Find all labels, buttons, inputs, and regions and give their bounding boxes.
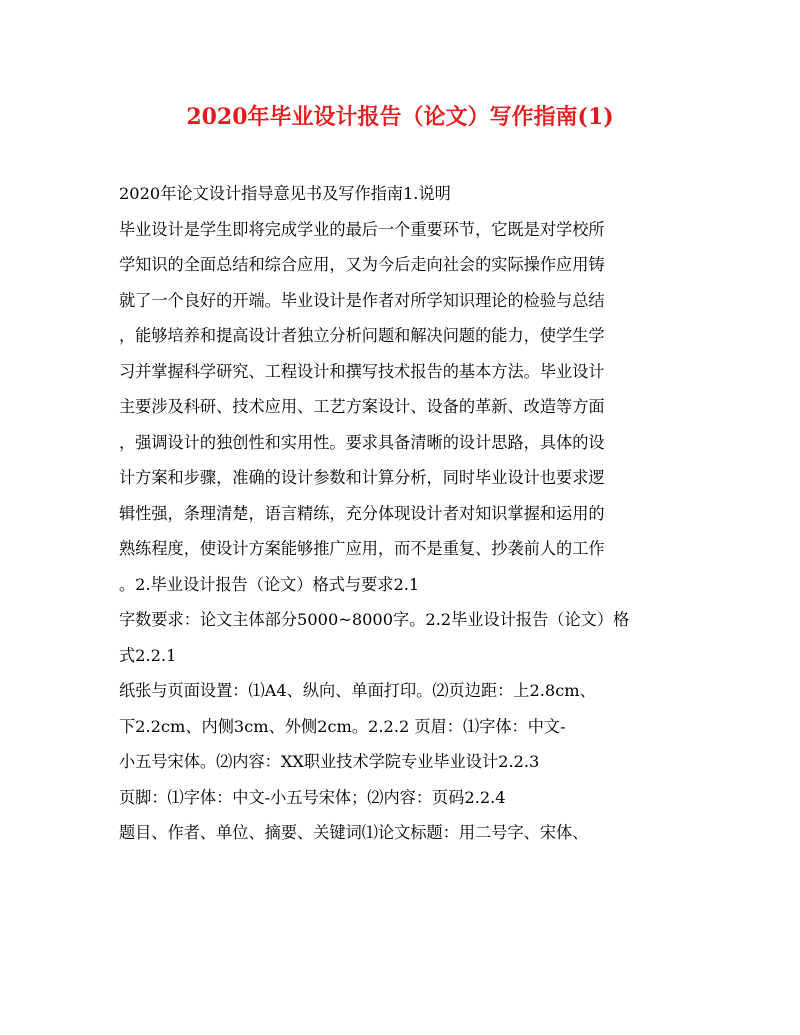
- text-line: 下2.2cm、内侧3cm、外侧2cm。2.2.2 页眉：⑴字体：中文-: [119, 716, 566, 736]
- text-line: 2020年论文设计指导意见书及写作指南1.说明: [119, 184, 451, 203]
- text-line: 辑性强，条理清楚，语言精练，充分体现设计者对知识掌握和运用的: [119, 503, 605, 523]
- text-line: 就了一个良好的开端。毕业设计是作者对所学知识理论的检验与总结: [119, 290, 605, 310]
- text-line: 式2.2.1: [119, 645, 177, 665]
- text-line: 毕业设计是学生即将完成学业的最后一个重要环节，它既是对学校所: [119, 219, 605, 239]
- document-title: 2020年毕业设计报告（论文）写作指南(1): [186, 104, 614, 130]
- text-line: 题目、作者、单位、摘要、关键词⑴论文标题：用二号字、宋体、: [119, 823, 589, 842]
- text-line: 字数要求：论文主体部分5000~8000字。2.2毕业设计报告（论文）格: [119, 610, 630, 629]
- text-line: 。2.毕业设计报告（论文）格式与要求2.1: [119, 574, 420, 594]
- text-line: 计方案和步骤，准确的设计参数和计算分析，同时毕业设计也要求逻: [119, 468, 605, 487]
- text-line: 主要涉及科研、技术应用、工艺方案设计、设备的革新、改造等方面: [119, 397, 605, 416]
- text-line: 小五号宋体。⑵内容：XX职业技术学院专业毕业设计2.2.3: [119, 752, 540, 771]
- text-line: 页脚：⑴字体：中文-小五号宋体；⑵内容：页码2.2.4: [119, 787, 506, 807]
- document-body: [119, 176, 689, 851]
- text-line: ，能够培养和提高设计者独立分析问题和解决问题的能力，使学生学: [119, 326, 605, 345]
- text-line: 纸张与页面设置：⑴A4、纵向、单面打印。⑵页边距：上2.8cm、: [119, 681, 596, 700]
- text-line: 学知识的全面总结和综合应用，又为今后走向社会的实际操作应用铸: [119, 255, 605, 274]
- text-line: 习并掌握科学研究、工程设计和撰写技术报告的基本方法。毕业设计: [119, 361, 605, 381]
- text-line: ，强调设计的独创性和实用性。要求具备清晰的设计思路，具体的设: [119, 432, 605, 452]
- text-line: 熟练程度，使设计方案能够推广应用，而不是重复、抄袭前人的工作: [119, 539, 605, 558]
